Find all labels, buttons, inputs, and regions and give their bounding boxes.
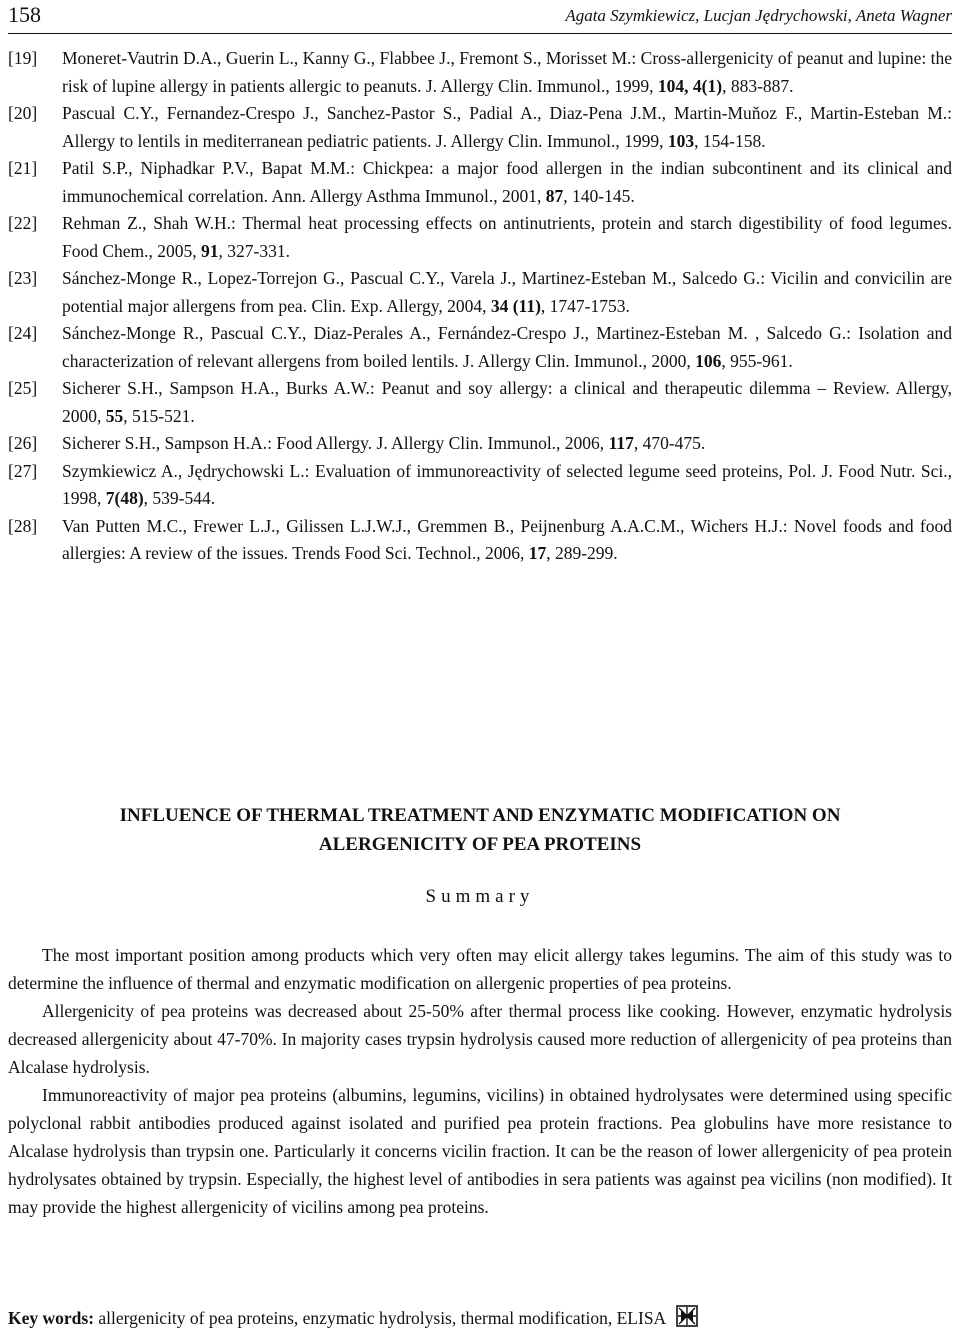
reference-segment: , 140-145. <box>563 185 635 206</box>
reference-text <box>62 516 952 564</box>
reference-text <box>62 213 952 261</box>
reference-text <box>62 268 952 316</box>
summary-heading: Summary <box>425 886 535 907</box>
reference-item <box>8 210 952 265</box>
reference-text <box>62 158 952 206</box>
reference-item <box>8 320 952 375</box>
reference-text <box>62 378 952 426</box>
reference-volume: 55 <box>105 405 124 426</box>
reference-volume: 117 <box>608 433 634 453</box>
reference-volume: 7(48) <box>105 488 144 508</box>
keywords-text: allergenicity of pea proteins, enzymatic hydrolysis, thermal modification, ELISA <box>94 1308 666 1328</box>
reference-volume: 104, <box>657 75 689 96</box>
reference-issue: 4(1) <box>692 75 723 96</box>
running-head: Agata Szymkiewicz, Lucjan Jędrychowski, Aneta Wagner <box>565 6 952 25</box>
reference-number: [19] <box>8 48 38 68</box>
reference-text <box>62 48 952 96</box>
reference-number: [28] <box>8 515 38 536</box>
reference-segment: Sánchez-Monge R., Pascual C.Y., Diaz-Perales A., Fernández-Crespo J., Martinez-Esteban M. , Salcedo G.: Isolation and characterization of relevant allergens from boiled lentils. J. Allergy Clin. Immunol., 2000, <box>62 323 952 371</box>
reference-item <box>8 375 952 430</box>
summary-paragraph-2: Allergenicity of pea proteins was decreased about 25-50% after thermal process like cooking. However, enzymatic hydrolysis decreased allergenicity about 47-70%. In majority cases trypsin hydrolysis caused more reduction of allergenicity of pea proteins than Alcalase hydrolysis. <box>8 1001 952 1077</box>
reference-item <box>8 513 952 568</box>
title-line-1: INFLUENCE OF THERMAL TREATMENT AND ENZYMATIC MODIFICATION ON <box>119 805 841 826</box>
end-mark-icon <box>676 1305 698 1332</box>
reference-segment: Patil S.P., Niphadkar P.V., Bapat M.M.: Chickpea: a major food allergen in the indian subcontinent and its clinical and immunochemical correlation. Ann. Allergy Asthma Immunol., 2001, <box>62 158 952 206</box>
reference-segment: , 883-887. <box>722 75 794 96</box>
reference-volume: 17 <box>528 543 547 563</box>
reference-segment: Szymkiewicz A., Jędrychowski L.: Evaluation of immunoreactivity of selected legume seed proteins, Pol. J. Food Nutr. Sci., 1998, <box>62 460 952 508</box>
reference-text <box>62 323 952 371</box>
reference-number: [22] <box>8 213 38 233</box>
reference-number: [24] <box>8 323 38 343</box>
reference-segment: Sicherer S.H., Sampson H.A., Burks A.W.: Peanut and soy allergy: a clinical and therapeutic dilemma – Review. Allergy, 2000, <box>62 378 952 426</box>
reference-item <box>8 100 952 155</box>
reference-item <box>8 265 952 320</box>
reference-text <box>62 433 705 453</box>
summary-paragraph-1: The most important position among products which very often may elicit allergy takes legumins. The aim of this study was to determine the influence of thermal and enzymatic modification on allergenic properties of pea proteins. <box>8 945 952 993</box>
reference-text <box>62 103 952 151</box>
reference-volume: 103 <box>667 130 695 151</box>
reference-item <box>8 45 952 100</box>
reference-volume: 106 <box>695 350 722 371</box>
reference-segment: , 955-961. <box>721 350 793 371</box>
reference-volume: 91 <box>201 240 219 261</box>
reference-issue: (11) <box>512 295 541 316</box>
reference-segment: , 515-521. <box>123 405 195 426</box>
summary-paragraph-3: Immunoreactivity of major pea proteins (albumins, legumins, vicilins) in obtained hydrolysates were determined using specific polyclonal rabbit antibodies produced against isolated and purified pea protein fractions. Pea globulins have more resistance to Alcalase hydrolysis than trypsin one. Particularly it concerns vicilin fraction. It can be the reason of lower allergenicity of pea protein hydrolysates obtained by trypsin. Especially, the highest level of antibodies in sera patients was against pea vicilins (non modified). It may provide the highest allergenicity of vicilins among pea proteins. <box>8 1085 952 1217</box>
reference-segment: , 539-544. <box>143 488 216 508</box>
reference-number: [20] <box>8 103 38 123</box>
reference-segment: , 327-331. <box>218 240 290 261</box>
reference-number: [26] <box>8 433 38 453</box>
header-rule <box>8 33 952 34</box>
reference-volume: 87 <box>545 185 564 206</box>
reference-segment: , 470-475. <box>633 433 706 453</box>
summary-body <box>8 941 952 1221</box>
reference-segment: Sicherer S.H., Sampson H.A.: Food Allergy. J. Allergy Clin. Immunol., 2006, <box>62 433 609 453</box>
keywords <box>8 1305 952 1332</box>
reference-segment: , 289-299. <box>546 543 618 563</box>
reference-item <box>8 155 952 210</box>
keywords-label: Key words: <box>8 1308 95 1328</box>
reference-number: [23] <box>8 268 38 288</box>
reference-segment: Rehman Z., Shah W.H.: Thermal heat processing effects on antinutrients, protein and starch digestibility of food legumes. Food Chem., 2005, <box>62 213 952 261</box>
page-number: 158 <box>8 2 41 27</box>
reference-segment: Pascual C.Y., Fernandez-Crespo J., Sanchez-Pastor S., Padial A., Diaz-Pena J.M., Martin-Muňoz F., Martin-Esteban M.: Allergy to lentils in mediterranean pediatric patients. J. Allergy Clin. Immunol., 1999, <box>62 103 952 151</box>
reference-text <box>62 461 952 509</box>
reference-number: [25] <box>8 378 38 398</box>
reference-segment: Sánchez-Monge R., Lopez-Torrejon G., Pascual C.Y., Varela J., Martinez-Esteban M., Salcedo G.: Vicilin and convicilin are potential major allergens from pea. Clin. Exp. Allergy, 2004, <box>62 268 952 316</box>
reference-segment: Van Putten M.C., Frewer L.J., Gilissen L.J.W.J., Gremmen B., Peijnenburg A.A.C.M., Wichers H.J.: Novel foods and food allergies: A review of the issues. Trends Food Sci. Technol., 2006, <box>62 515 952 563</box>
reference-number: [21] <box>8 158 38 178</box>
reference-item <box>8 430 952 458</box>
reference-item <box>8 458 952 513</box>
reference-number: [27] <box>8 460 38 481</box>
reference-volume: 34 <box>490 295 509 316</box>
reference-segment: Moneret-Vautrin D.A., Guerin L., Kanny G., Flabbee J., Fremont S., Morisset M.: Cross-allergenicity of peanut and lupine: the risk of lupine allergy in patients allergic to peanuts. J. Allergy Clin. Immunol., 1999, <box>62 48 952 96</box>
title-line-2: ALERGENICITY OF PEA PROTEINS <box>318 834 642 855</box>
reference-segment: , 154-158. <box>694 130 766 151</box>
article-title <box>8 801 952 859</box>
reference-segment: , 1747-1753. <box>540 295 630 316</box>
reference-list <box>8 45 952 568</box>
page-header <box>8 0 952 32</box>
